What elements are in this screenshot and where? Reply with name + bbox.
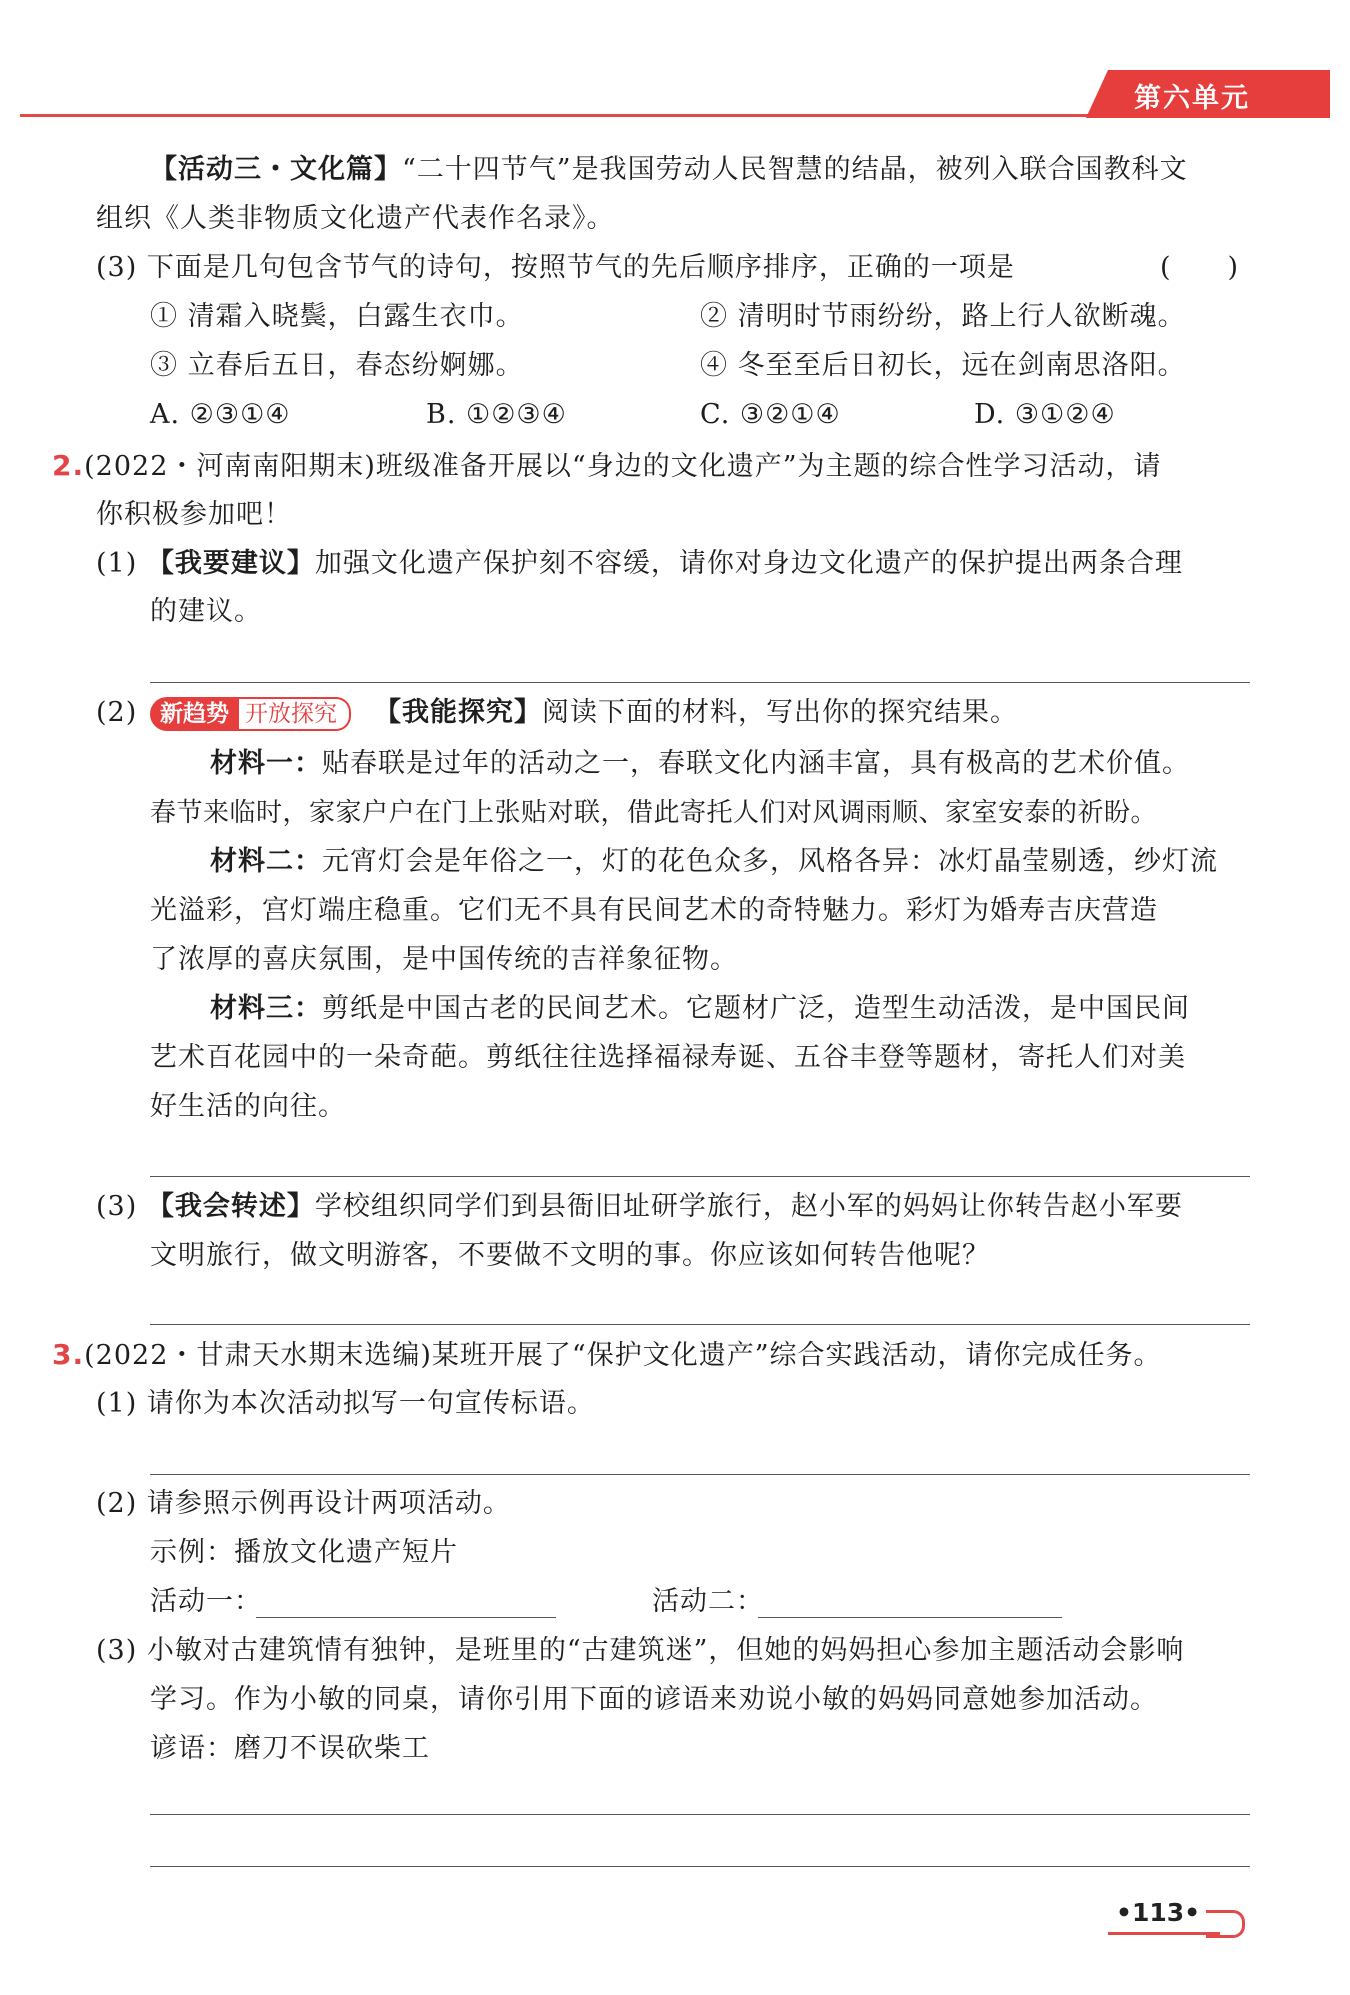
q2-p1-line1: (1) 【我要建议】加强文化遗产保护刻不容缓，请你对身边文化遗产的保护提出两条合理 (96, 548, 1183, 579)
q3-number: 3. (52, 1338, 85, 1371)
answer-line-q2-p3[interactable] (150, 1324, 1250, 1325)
answer-line-q2-p1[interactable] (150, 682, 1250, 683)
q3-p3-line2: 学习。作为小敏的同桌，请你引用下面的谚语来劝说小敏的妈妈同意她参加活动。 (150, 1684, 1158, 1715)
q3-p3-line1: (3) 小敏对古建筑情有独钟，是班里的“古建筑迷”，但她的妈妈担心参加主题活动会影响 (96, 1635, 1185, 1666)
option-d: D. ③①②④ (974, 399, 1116, 430)
unit-label: 第六单元 (1134, 83, 1250, 114)
q2-p1-line2: 的建议。 (150, 596, 262, 627)
option-b: B. ①②③④ (426, 399, 567, 430)
q3-p2: (2) 请参照示例再设计两项活动。 (96, 1488, 511, 1519)
option-a: A. ②③①④ (150, 399, 291, 430)
badge-open-inquiry: 开放探究 (239, 697, 351, 731)
footer-rule (1108, 1932, 1220, 1935)
answer-line-q3-p3-a[interactable] (150, 1814, 1250, 1815)
q3-stem: (3) 下面是几句包含节气的诗句，按照节气的先后顺序排序，正确的一项是 (96, 252, 1015, 283)
material1-line1: 材料一：贴春联是过年的活动之一，春联文化内涵丰富，具有极高的艺术价值。 (210, 748, 1190, 779)
answer-line-q3-p1[interactable] (150, 1474, 1250, 1475)
answer-line-q2-p2[interactable] (150, 1176, 1250, 1177)
material2-line2: 光溢彩，宫灯端庄稳重。它们无不具有民间艺术的奇特魅力。彩灯为婚寿吉庆营造 (150, 895, 1158, 926)
material3-line1: 材料三：剪纸是中国古老的民间艺术。它题材广泛，造型生动活泼，是中国民间 (210, 993, 1190, 1024)
q2-p3-line1: (3) 【我会转述】学校组织同学们到县衙旧址研学旅行，赵小军的妈妈让你转告赵小军要 (96, 1191, 1183, 1222)
poem-2: ② 清明时节雨纷纷，路上行人欲断魂。 (700, 301, 1186, 332)
poem-3: ③ 立春后五日，春态纷婀娜。 (150, 350, 524, 381)
answer-paren: ( ) (1160, 252, 1240, 283)
activity-two-label: 活动二： (652, 1586, 764, 1617)
answer-line-q3-p3-b[interactable] (150, 1866, 1250, 1867)
material3-line2: 艺术百花园中的一朵奇葩。剪纸往往选择福禄寿诞、五谷丰登等题材，寄托人们对美 (150, 1042, 1186, 1073)
material3-line3: 好生活的向往。 (150, 1091, 346, 1122)
badge-new-trend: 新趋势 (150, 697, 239, 731)
q2-p2-text: 【我能探究】阅读下面的材料，写出你的探究结果。 (374, 697, 1018, 728)
material2-line3: 了浓厚的喜庆氛围，是中国传统的吉祥象征物。 (150, 944, 738, 975)
activity3-intro-line2: 组织《人类非物质文化遗产代表作名录》。 (96, 203, 615, 234)
poem-4: ④ 冬至至后日初长，远在剑南思洛阳。 (700, 350, 1186, 381)
answer-line-activity-one[interactable] (256, 1617, 556, 1618)
page-number: •113• (1116, 1898, 1201, 1927)
q2-line2: 你积极参加吧！ (96, 499, 292, 530)
activity3-intro-line1: 【活动三・文化篇】“二十四节气”是我国劳动人民智慧的结晶，被列入联合国教科文 (150, 154, 1188, 185)
material1-line2: 春节来临时，家家户户在门上张贴对联，借此寄托人们对风调雨顺、家室安泰的祈盼。 (150, 798, 1158, 828)
answer-line-activity-two[interactable] (758, 1617, 1062, 1618)
poem-1: ① 清霜入晓鬓，白露生衣巾。 (150, 301, 524, 332)
option-c: C. ③②①④ (700, 399, 841, 430)
q2-source: (2022・河南南阳期末) (84, 451, 376, 482)
q3-source: (2022・甘肃天水期末选编) (84, 1340, 432, 1371)
material2-line1: 材料二：元宵灯会是年俗之一，灯的花色众多，风格各异：冰灯晶莹剔透，纱灯流 (210, 846, 1218, 877)
proverb: 谚语：磨刀不误砍柴工 (150, 1733, 430, 1764)
q3-example: 示例：播放文化遗产短片 (150, 1537, 458, 1568)
q3-p1: (1) 请你为本次活动拟写一句宣传标语。 (96, 1388, 595, 1419)
q2-number: 2. (52, 449, 85, 482)
q2-line1: 2.(2022・河南南阳期末)班级准备开展以“身边的文化遗产”为主题的综合性学习活动，请 (52, 449, 1162, 482)
q2-p3-line2: 文明旅行，做文明游客，不要做不文明的事。你应该如何转告他呢？ (150, 1240, 990, 1271)
q3-line1: 3.(2022・甘肃天水期末选编)某班开展了“保护文化遗产”综合实践活动，请你完成任务。 (52, 1338, 1162, 1371)
footer-hook-icon (1206, 1910, 1245, 1938)
trend-badge (150, 696, 351, 732)
activity-one-label: 活动一： (150, 1586, 262, 1617)
q2-p2-label: (2) (96, 697, 138, 728)
